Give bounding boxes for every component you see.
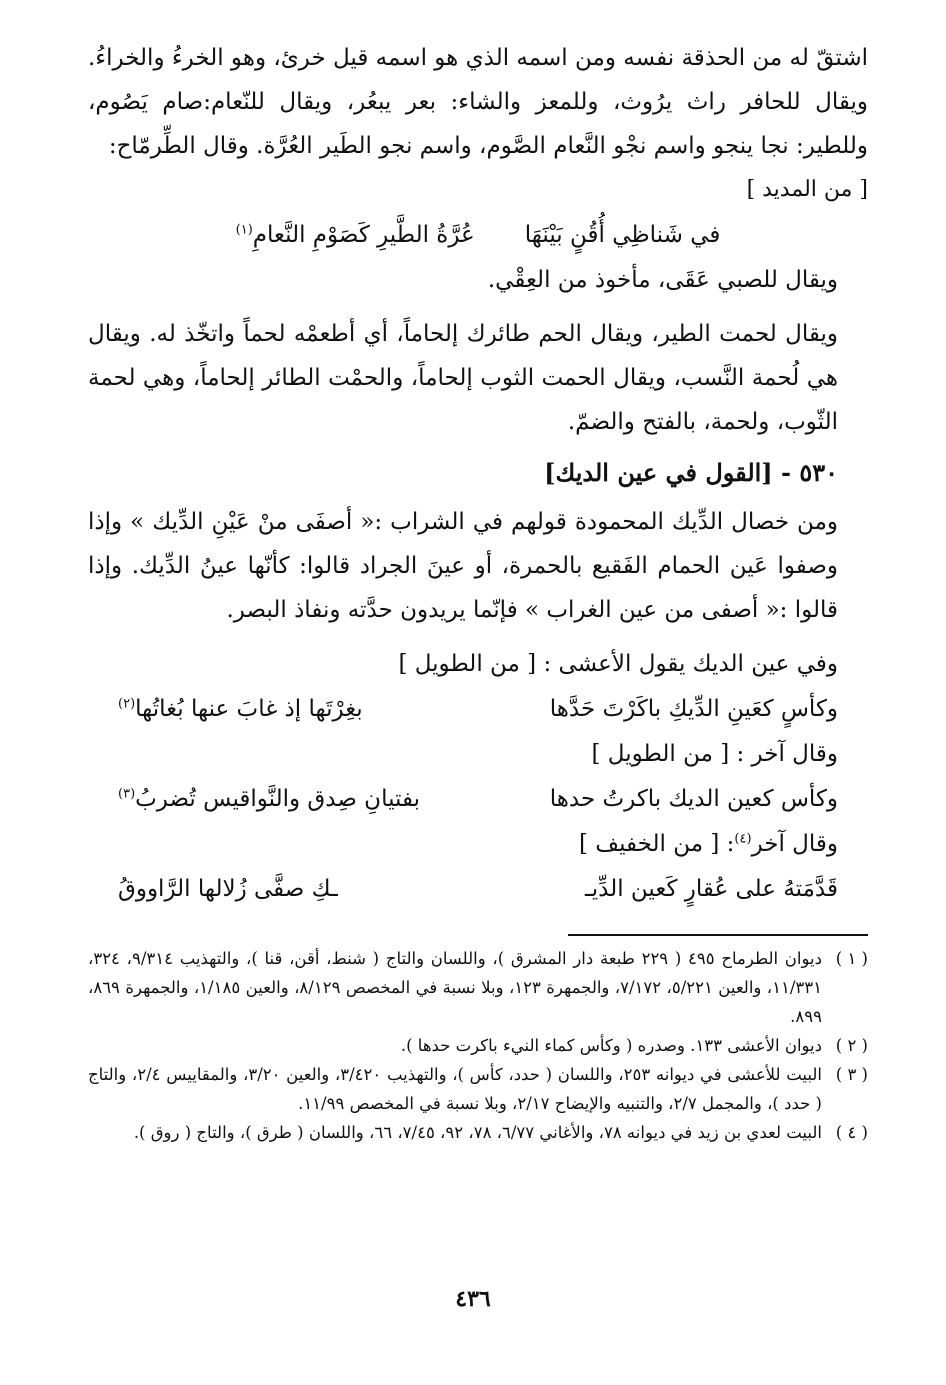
paragraph-1-text: اشتقّ له من الحذقة نفسه ومن اسمه الذي هو اسمه قيل خرئ، وهو الخرءُ والخراءُ. ويقال للحافر راث يرُوث، وللمعز والشاء: بعر يبعُر، ويقال للنّعام:صام يَصُوم، وللطير: نجا ينجو واسم نجْو النَّعام الصَّوم، واسم نجو الطَير العُرَّة. وقال الطِّرمّاح: (88, 45, 868, 159)
footnote-3-text: البيت للأعشى في ديوانه ٢٥٣، واللسان ( حدد، كأس )، والتهذيب ٣/٤٢٠، والعين ٣/٢٠، والمقاييس ٢/٤، والتاج ( حدد )، والمجمل ٢/٧، والتنبيه والإيضاح ٢/١٧، وبلا نسبة في المخصص ١١/٩٩. (88, 1065, 822, 1113)
footnote-3 (88, 1060, 868, 1118)
verse-2-second-hemistich-text: بغِرْتَها إذ غابَ عنها بُغاتُها (135, 696, 363, 722)
page-number: ٤٣٦ (455, 1286, 491, 1312)
paragraph-7-text-a: وقال آخر (751, 831, 838, 857)
footnote-separator (568, 934, 868, 936)
meter-label-1: [ من المديد ] (746, 177, 868, 202)
paragraph-6-text: وقال آخر : [ من الطويل ] (591, 741, 838, 767)
footnotes (88, 944, 868, 1147)
verse-3-second-hemistich-text: بفتيانِ صِدق والنَّواقيس تُضربُ (135, 786, 421, 812)
footnote-2-number: ( ٢ ) (835, 1036, 868, 1055)
footnote-marker-1: (١) (235, 222, 253, 238)
paragraph-7 (88, 822, 868, 866)
verse-3-first-hemistich: وكأس كعين الديك باكرتُ حدها (549, 786, 838, 812)
verse-3 (88, 776, 868, 822)
paragraph-5-text: وفي عين الديك يقول الأعشى : [ من الطويل ] (398, 651, 838, 677)
footnote-1-number: ( ١ ) (835, 949, 868, 968)
verse-4-first-hemistich: قَدَّمَتهُ على عُقارٍ كَعين الدِّيـ (585, 876, 838, 902)
footnote-marker-4: (٤) (734, 831, 752, 847)
footnote-marker-3: (٣) (118, 786, 136, 802)
verse-1-second-hemistich-text: عُرَّةُ الطَّيرِ كَصَوْمِ النَّعامِ (252, 222, 475, 248)
verse-4 (88, 866, 868, 912)
verse-2-first-hemistich: وكأسٍ كعَينِ الدِّيكِ باكَرْتَ حَدَّها (549, 696, 838, 722)
footnote-1 (88, 944, 868, 1031)
footnote-1-text: ديوان الطرماح ٤٩٥ ( ٢٢٩ طبعة دار المشرق )، واللسان والتاج ( شنط، أقن، قنا )، والتهذيب ٩/٣١٤، ٣٢٤، ١١/٣٣١، والعين ٥/٢٢١، ٧/١٧٢، والجمهرة ١٢٣، وبلا نسبة في المخصص ٨/١٢٩، والعين ١/١٨٥، والجمهرة ٨٦٩، ٨٩٩. (88, 949, 822, 1026)
footnote-3-number: ( ٣ ) (835, 1065, 868, 1084)
paragraph-2 (88, 258, 868, 302)
paragraph-4 (88, 500, 868, 632)
paragraph-2-text: ويقال للصبي عَقَى، مأخوذ من العِقْي. (487, 267, 838, 293)
verse-4-second-hemistich: ـكِ صفَّى زُلالها الرَّاووقُ (118, 876, 338, 902)
section-heading: ٥٣٠ - [القول في عين الديك] (544, 458, 838, 487)
footnote-2-text: ديوان الأعشى ١٣٣. وصدره ( وكأس كماء النيء باكرت حدها ). (400, 1036, 822, 1055)
footnote-2 (88, 1031, 868, 1060)
paragraph-1 (88, 36, 868, 168)
verse-1 (88, 212, 868, 258)
footnote-4-number: ( ٤ ) (835, 1123, 868, 1142)
paragraph-7-text-b: : [ من الخفيف ] (579, 831, 735, 857)
footnote-marker-2: (٢) (118, 696, 136, 712)
verse-3-second-hemistich (88, 776, 462, 822)
footnote-4-text: البيت لعدي بن زيد في ديوانه ٧٨، والأغاني ٦/٧٧، ٧٨، ٩٢، ٧/٤٥، ٦٦، واللسان ( طرق )، والتاج ( روق ). (133, 1123, 822, 1142)
verse-2-second-hemistich (88, 686, 462, 732)
paragraph-4-text: ومن خصال الدِّيك المحمودة قولهم في الشراب :« أصفَى منْ عَيْنِ الدِّيك » وإذا وصفوا عَين الحمام الفَقيع بالحمرة، أو عينَ الجراد قالوا: كأنّها عينُ الدِّيك. وإذا قالوا :« أصفى من عين الغراب » فإنّما يريدون حدَّته ونفاذ البصر. (88, 509, 838, 623)
paragraph-3-text: ويقال لحمت الطير، ويقال الحم طائرك إلحاماً، أي أطعمْه لحماً واتخّذ له. ويقال هي لُحمة النَّسب، ويقال الحمت الثوب إلحاماً، والحمْت الطائر إلحاماً، وهي لحمة الثّوب، ولحمة، بالفتح والضمّ. (88, 321, 838, 435)
paragraph-6 (88, 732, 868, 776)
verse-1-second-hemistich (236, 212, 475, 258)
paragraph-3 (88, 312, 868, 444)
verse-2 (88, 686, 868, 732)
page-body (88, 36, 868, 1147)
verse-1-first-hemistich: في شَناظِي أُقُنٍ بَيْنَهَا (524, 222, 721, 248)
paragraph-5 (88, 642, 868, 686)
footnote-4 (88, 1118, 868, 1147)
